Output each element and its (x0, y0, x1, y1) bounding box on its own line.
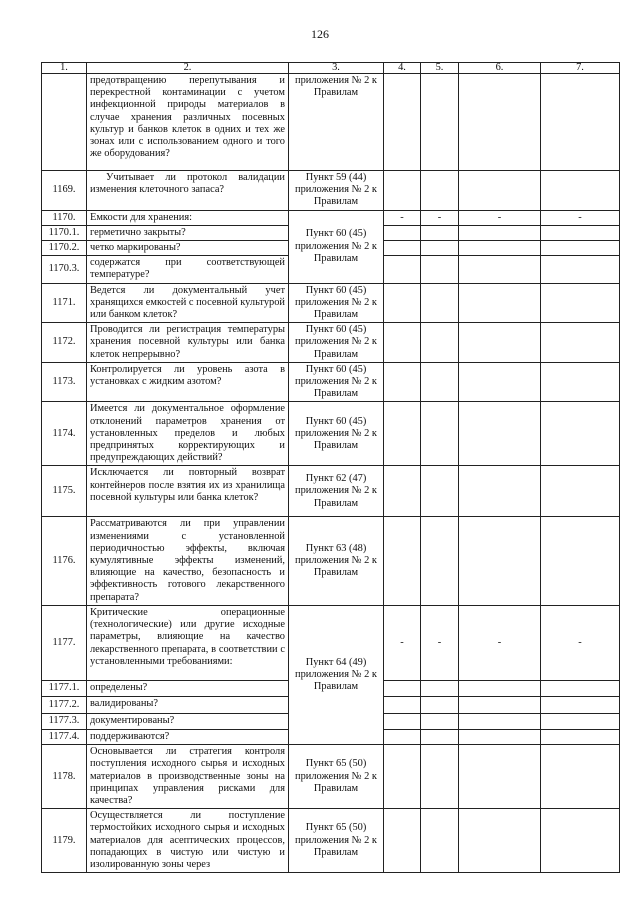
row-reference: Пункт 65 (50) приложения № 2 к Правилам (289, 745, 384, 809)
row-question: Проводится ли регистрация температуры хранения посевной культуры или банка клеток непрерывно? (87, 323, 289, 363)
row-number: 1173. (42, 362, 87, 402)
row-question: Ведется ли документальный учет хранящихся емкостей с посевной культурой или банком клеток? (87, 283, 289, 323)
table-row (42, 283, 620, 323)
dash-cell: - (541, 605, 620, 680)
row-number: 1175. (42, 466, 87, 517)
table-row (42, 402, 620, 466)
row-number: 1177. (42, 605, 87, 680)
row-reference: Пункт 60 (45) приложения № 2 к Правилам (289, 323, 384, 363)
row-reference: Пункт 64 (49) приложения № 2 к Правилам (289, 605, 384, 744)
row-number: 1177.2. (42, 696, 87, 713)
row-number: 1177.3. (42, 713, 87, 729)
table-row (42, 605, 620, 680)
row-question: Контролируется ли уровень азота в установках с жидким азотом? (87, 362, 289, 402)
row-question: четко маркированы? (87, 241, 289, 256)
row-question: определены? (87, 680, 289, 696)
row-question: документированы? (87, 713, 289, 729)
header-col-4: 4. (384, 63, 421, 74)
table-row (42, 171, 620, 211)
header-col-6: 6. (459, 63, 541, 74)
row-reference: Пункт 60 (45) приложения № 2 к Правилам (289, 362, 384, 402)
row-number: 1170.2. (42, 241, 87, 256)
row-number: 1174. (42, 402, 87, 466)
row-question: Критические операционные (технологические) или другие исходные параметры, влияющие на качество лекарственного препарата, в соответствии с установленными требованиями: (87, 605, 289, 680)
row-number (42, 74, 87, 171)
table-row (42, 210, 620, 225)
row-question: герметично закрыты? (87, 225, 289, 240)
row-number: 1178. (42, 745, 87, 809)
header-col-7: 7. (541, 63, 620, 74)
header-col-1: 1. (42, 63, 87, 74)
row-number: 1177.4. (42, 729, 87, 744)
row-number: 1177.1. (42, 680, 87, 696)
dash-cell: - (384, 210, 421, 225)
row-question: поддерживаются? (87, 729, 289, 744)
row-number: 1170.1. (42, 225, 87, 240)
row-question: предотвращению перепутывания и перекрестной контаминации с учетом инфекционной природы материалов в случае хранения различных посевных культур и банков клеток в одних и тех же зонах или с использованием одного и того же оборудования? (87, 74, 289, 171)
dash-cell: - (384, 605, 421, 680)
row-question: Осуществляется ли поступление термостойких исходного сырья и исходных материалов для асептических процессов, попадающих в чистую или чистую и изолированную зоны через (87, 809, 289, 873)
table-row (42, 74, 620, 171)
row-question: Исключается ли повторный возврат контейнеров после взятия их из хранилища посевной культуры или банка клеток? (87, 466, 289, 517)
row-number: 1179. (42, 809, 87, 873)
row-number: 1176. (42, 517, 87, 605)
row-reference: Пункт 62 (47) приложения № 2 к Правилам (289, 466, 384, 517)
table-row (42, 362, 620, 402)
dash-cell: - (421, 210, 459, 225)
table-row (42, 466, 620, 517)
row-reference: Пункт 65 (50) приложения № 2 к Правилам (289, 809, 384, 873)
row-number: 1170. (42, 210, 87, 225)
table-row (42, 809, 620, 873)
table-row (42, 745, 620, 809)
page-number: 126 (311, 27, 329, 41)
row-reference: Пункт 59 (44) приложения № 2 к Правилам (289, 171, 384, 211)
row-question: Емкости для хранения: (87, 210, 289, 225)
row-reference: Пункт 60 (45) приложения № 2 к Правилам (289, 402, 384, 466)
row-question: содержатся при соответствующей температуре? (87, 256, 289, 283)
header-row (42, 63, 620, 74)
row-question: Основывается ли стратегия контроля поступления исходного сырья и исходных материалов в производственные зоны на принципах управления рисками для качества? (87, 745, 289, 809)
dash-cell: - (541, 210, 620, 225)
dash-cell: - (459, 210, 541, 225)
header-col-5: 5. (421, 63, 459, 74)
dash-cell: - (421, 605, 459, 680)
row-question: Учитывает ли протокол валидации изменения клеточного запаса? (87, 171, 289, 211)
dash-cell: - (459, 605, 541, 680)
row-reference: Пункт 60 (45) приложения № 2 к Правилам (289, 210, 384, 283)
row-number: 1172. (42, 323, 87, 363)
row-number: 1171. (42, 283, 87, 323)
row-reference: приложения № 2 к Правилам (289, 74, 384, 171)
row-question: валидированы? (87, 696, 289, 713)
row-question: Имеется ли документальное оформление отклонений параметров хранения от установленных пределов и любых предпринятых корректирующих и предупреждающих действий? (87, 402, 289, 466)
table-row (42, 323, 620, 363)
table-row (42, 517, 620, 605)
row-question: Рассматриваются ли при управлении изменениями с установленной периодичностью эффекты, включая кумулятивные эффекты изменений, влияющие на качество, безопасность и эффективность готового лекарственного препарата? (87, 517, 289, 605)
row-reference: Пункт 60 (45) приложения № 2 к Правилам (289, 283, 384, 323)
row-number: 1169. (42, 171, 87, 211)
header-col-2: 2. (87, 63, 289, 74)
row-number: 1170.3. (42, 256, 87, 283)
row-reference: Пункт 63 (48) приложения № 2 к Правилам (289, 517, 384, 605)
header-col-3: 3. (289, 63, 384, 74)
checklist-table (41, 62, 620, 873)
